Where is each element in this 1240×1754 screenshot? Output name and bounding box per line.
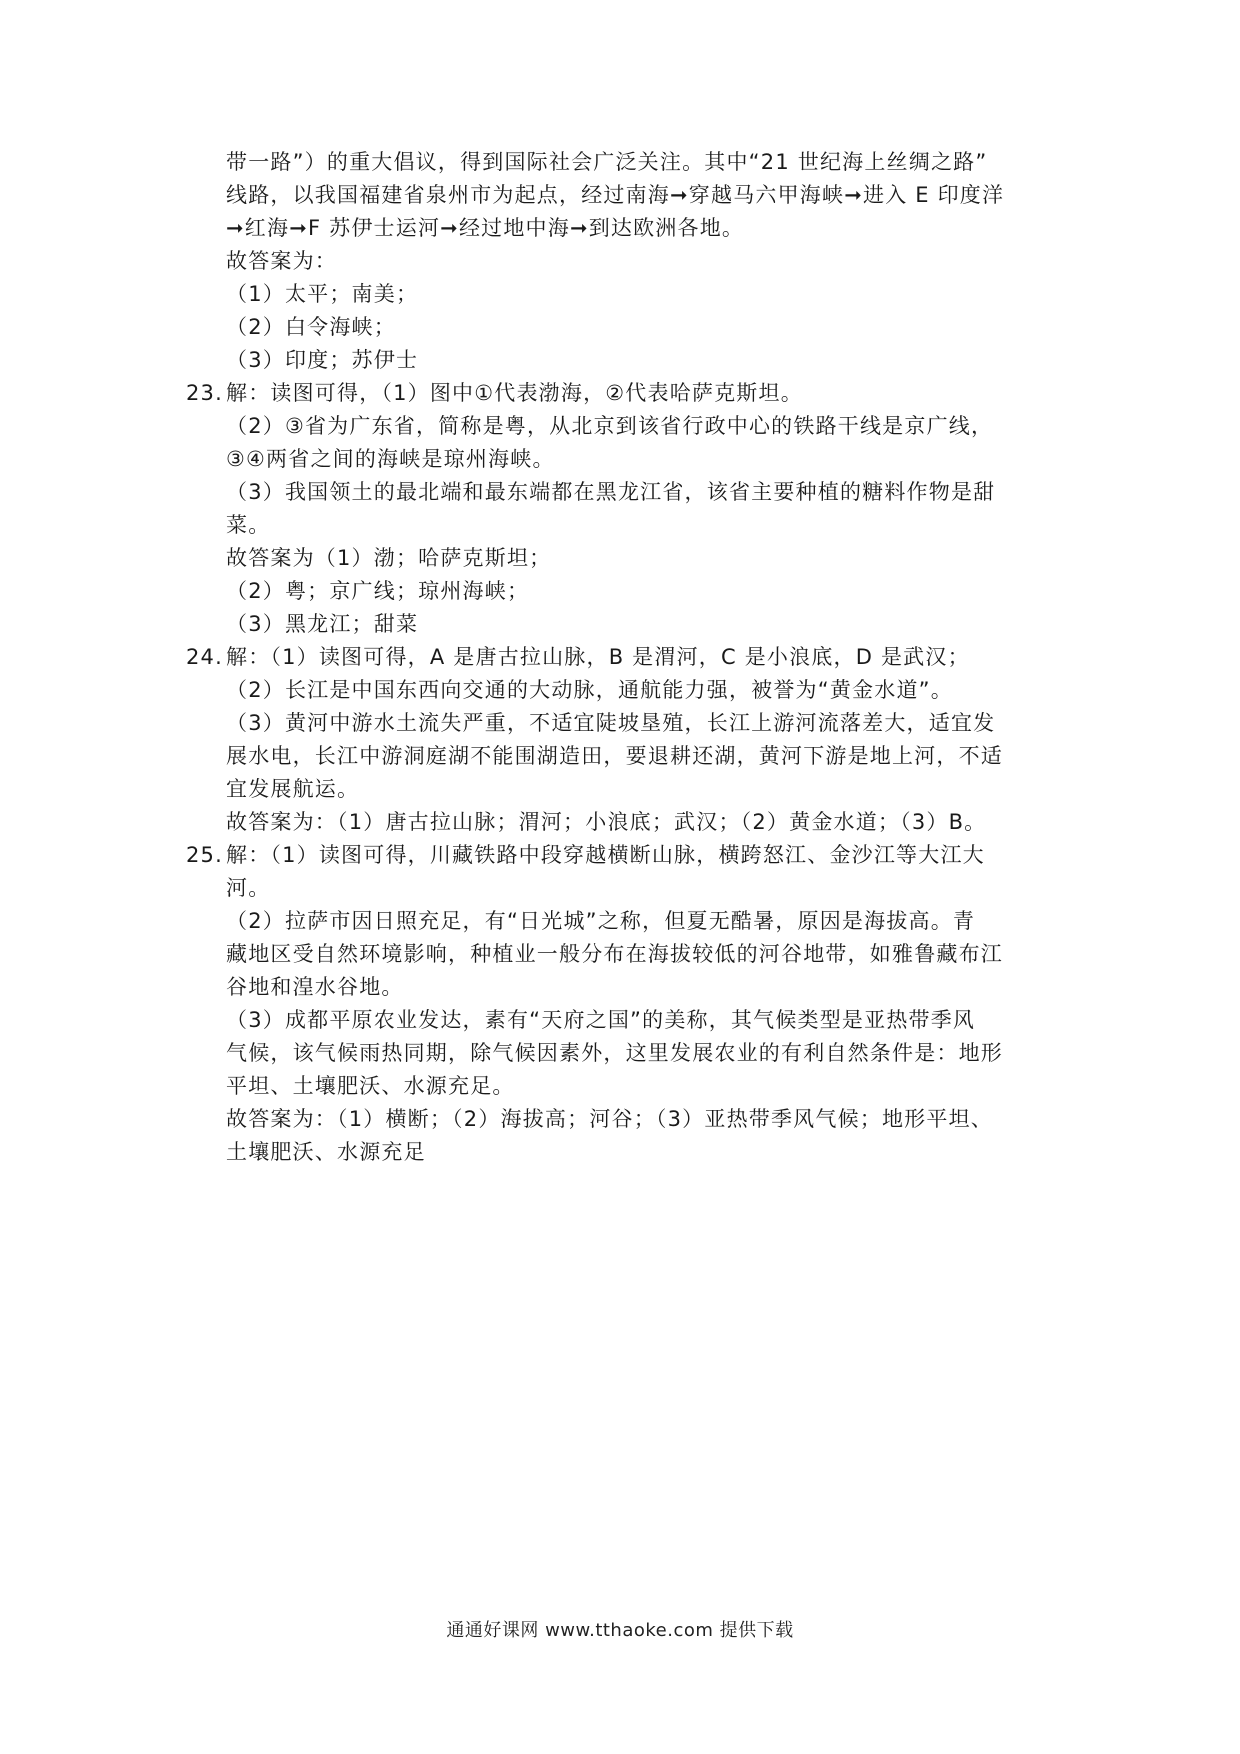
text-line: 河。 xyxy=(226,876,271,900)
text-line: 气候，该气候雨热同期，除气候因素外，这里发展农业的有利自然条件是：地形 xyxy=(226,1041,1003,1065)
question-23-header xyxy=(186,377,1066,410)
text-line: （3）黄河中游水土流失严重，不适宜陡坡垦殖，长江上游河流落差大，适宜发 xyxy=(226,711,996,735)
answer-line: 故答案为：（1）横断；（2）海拔高；河谷；（3）亚热带季风气候；地形平坦、 xyxy=(226,1107,993,1131)
question-text: 解：读图可得，（1）图中①代表渤海，②代表哈萨克斯坦。 xyxy=(226,381,803,405)
text-line: （2）拉萨市因日照充足，有“日光城”之称，但夏无酷暑，原因是海拔高。青 xyxy=(226,909,976,933)
text-line: 平坦、土壤肥沃、水源充足。 xyxy=(226,1074,515,1098)
answer-line: （2）粤；京广线；琼州海峡； xyxy=(226,579,530,603)
text-line: 宜发展航运。 xyxy=(226,777,360,801)
question-24-header xyxy=(186,641,1066,674)
answer-line: 故答案为（1）渤；哈萨克斯坦； xyxy=(226,546,552,570)
answer-line: （3）印度；苏伊士 xyxy=(226,348,419,372)
text-line: 线路，以我国福建省泉州市为起点，经过南海➞穿越马六甲海峡➞进入 E 印度洋 xyxy=(226,183,1005,207)
text-line: 带一路”）的重大倡议，得到国际社会广泛关注。其中“21 世纪海上丝绸之路” xyxy=(226,150,988,174)
answer-line: （1）太平；南美； xyxy=(226,282,419,306)
answer-line: （2）白令海峡； xyxy=(226,315,396,339)
text-line: （2）长江是中国东西向交通的大动脉，通航能力强，被誉为“黄金水道”。 xyxy=(226,678,953,702)
text-line: （3）成都平原农业发达，素有“天府之国”的美称，其气候类型是亚热带季风 xyxy=(226,1008,976,1032)
text-line: ➞红海➞F 苏伊士运河➞经过地中海➞到达欧洲各地。 xyxy=(226,216,745,240)
text-line: 菜。 xyxy=(226,513,271,537)
question-text: 解：（1）读图可得，川藏铁路中段穿越横断山脉，横跨怒江、金沙江等大江大 xyxy=(226,843,985,867)
answer-line: 土壤肥沃、水源充足 xyxy=(226,1140,426,1164)
answer-content xyxy=(186,146,1066,1169)
page-footer: 通通好课网 www.tthaoke.com 提供下载 xyxy=(446,1620,794,1641)
text-line: （3）我国领土的最北端和最东端都在黑龙江省，该省主要种植的糖料作物是甜 xyxy=(226,480,996,504)
answer-line: （3）黑龙江；甜菜 xyxy=(226,612,419,636)
text-line: 展水电，长江中游洞庭湖不能围湖造田，要退耕还湖，黄河下游是地上河，不适 xyxy=(226,744,1003,768)
text-line: （2）③省为广东省，简称是粤，从北京到该省行政中心的铁路干线是京广线， xyxy=(226,414,994,438)
answer-line: 故答案为：（1）唐古拉山脉；渭河；小浪底；武汉；（2）黄金水道；（3）B。 xyxy=(226,810,987,834)
question-number: 24. xyxy=(186,645,223,669)
answer-label: 故答案为： xyxy=(226,249,337,273)
question-text: 解：（1）读图可得，A 是唐古拉山脉，B 是渭河，C 是小浪底，D 是武汉； xyxy=(226,645,970,669)
question-25-header xyxy=(186,839,1066,872)
text-line: ③④两省之间的海峡是琼州海峡。 xyxy=(226,447,555,471)
question-number: 25. xyxy=(186,843,223,867)
question-number: 23. xyxy=(186,381,223,405)
text-line: 藏地区受自然环境影响，种植业一般分布在海拔较低的河谷地带，如雅鲁藏布江 xyxy=(226,942,1003,966)
text-line: 谷地和湟水谷地。 xyxy=(226,975,404,999)
